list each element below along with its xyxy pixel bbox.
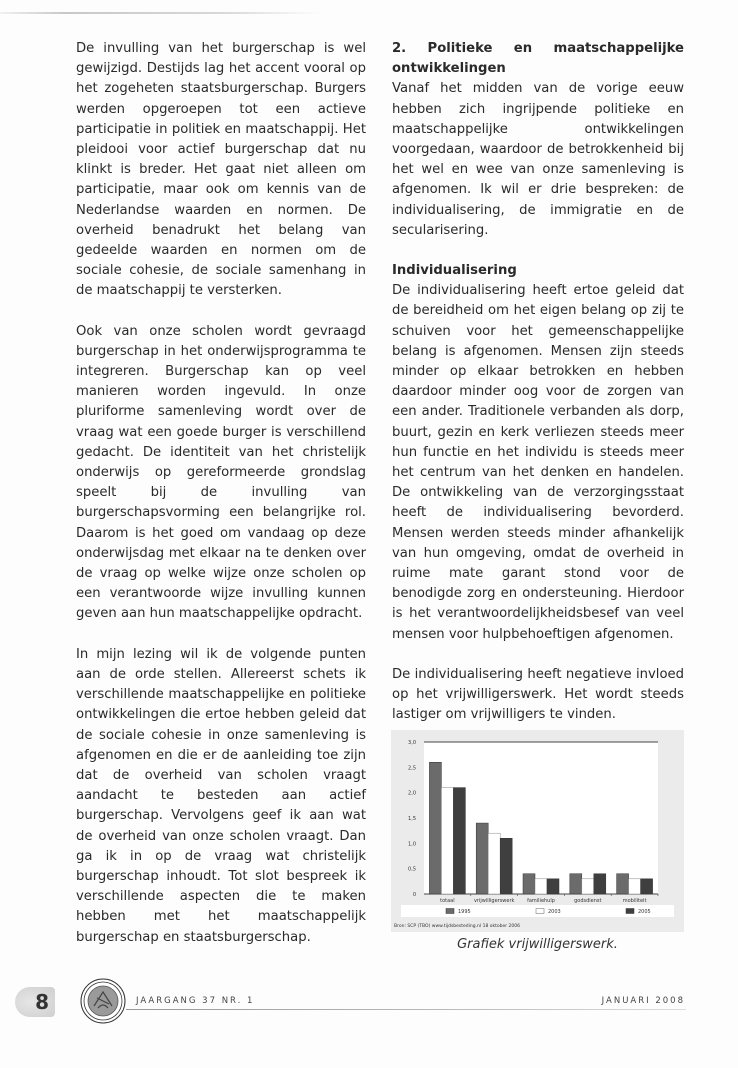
y-tick-label: 1,5 <box>408 816 416 822</box>
legend-swatch-2005 <box>626 909 634 914</box>
bar-1995-mobiliteit <box>617 874 629 894</box>
chart-caption: Grafiek vrijwilligerswerk. <box>457 937 618 952</box>
right-column <box>392 39 684 746</box>
paragraph: De individualisering heeft negatieve invloed op het vrijwilligerswerk. Het wordt steeds lastiger om vrijwilligers te vinden. <box>392 666 684 723</box>
bar-2005-mobiliteit <box>641 879 653 894</box>
legend-label: 2005 <box>638 909 651 915</box>
bar-2005-godsdienst <box>594 874 606 894</box>
journal-issue: JAARGANG 37 NR. 1 <box>136 996 255 1006</box>
paragraph: Ook van onze scholen wordt gevraagd burgerschap in het onderwijsprogramma te integreren. Burgerschap kan op veel manieren worden ingevuld. In onze pluriforme samenleving wordt over de vraag wat een goede burger is verschillend gedacht. De identiteit van het christelijk onderwijs op gereformeerde grondslag speelt bij de invulling van burgerschapsvorming een belangrijke rol. Daarom is het goed om vandaag op deze onderwijsdag met elkaar na te denken over de vraag op welke wijze onze scholen op een verantwoorde wijze invulling kunnen geven aan hun maatschappelijke opdracht. <box>76 323 366 622</box>
chart-source: Bron: SCP (TBO) www.tijdsbesteding.nl 18 oktober 2006 <box>394 924 520 929</box>
bar-2003-familiehulp <box>535 879 547 894</box>
bar-1995-vrijwilligerswerk <box>476 823 488 894</box>
x-tick-label: totaal <box>440 898 455 904</box>
bar-1995-familiehulp <box>523 874 535 894</box>
legend-label: 2003 <box>548 909 561 915</box>
y-tick-label: 3,0 <box>408 740 416 746</box>
y-tick-label: 2,5 <box>408 765 416 772</box>
y-tick-label: 1,0 <box>408 841 416 848</box>
bar-2003-vrijwilligerswerk <box>488 833 500 894</box>
legend-swatch-2003 <box>536 909 544 914</box>
section-heading: 2. Politieke en maatschappelijke ontwikkelingen <box>392 41 684 77</box>
left-column <box>76 39 366 968</box>
paragraph: Vanaf het midden van de vorige eeuw hebben zich ingrijpende politieke en maatschappelijke ontwikkelingen voorgedaan, waardoor de betrokkenheid bij het wel en wee van onze samenleving is afgenomen. Ik wil er drie bespreken: de individualisering, de immigratie en de secularisering. <box>392 81 684 238</box>
top-rule <box>0 12 320 14</box>
page-number: 8 <box>15 987 55 1017</box>
x-tick-label: godsdienst <box>574 898 602 904</box>
bar-chart <box>391 730 684 932</box>
bar-1995-godsdienst <box>570 874 582 894</box>
bar-2003-mobiliteit <box>629 879 641 894</box>
legend-label: 1995 <box>458 909 471 915</box>
x-tick-label: mobiliteit <box>622 898 647 904</box>
legend-swatch-1995 <box>446 909 454 914</box>
paragraph: In mijn lezing wil ik de volgende punten aan de orde stellen. Allereerst schets ik verschillende maatschappelijke en politieke ontwikkelingen die ertoe hebben geleid dat de sociale cohesie in onze samenleving is afgenomen en die er de aanleiding toe zijn dat de overheid van scholen vraagt aandacht te besteden aan actief burgerschap. Vervolgens geef ik aan wat de overheid van onze scholen vraagt. Dan ga ik in op de vraag wat christelijk burgerschap inhoudt. Tot slot bespreek ik verschillende aspecten die te maken hebben met het maatschappelijk burgerschap en staatsburgerschap. <box>76 646 366 945</box>
issue-date: JANUARI 2008 <box>601 996 685 1006</box>
paragraph: De individualisering heeft ertoe geleid dat de bereidheid om het eigen belang op zij te schuiven voor het gemeenschappelijke belang is afgenomen. Mensen zijn steeds minder op elkaar betrokken en hebben daardoor minder oog voor de zorgen van een ander. Traditionele verbanden als dorp, buurt, gezin en kerk verliezen steeds meer hun functie en het individu is steeds meer het centrum van het denken en handelen. De ontwikkeling van de verzorgingsstaat heeft de individualisering bevorderd. Mensen werden steeds minder afhankelijk van hun omgeving, omdat de overheid in ruime mate garant stond voor de benodigde zorg en ondersteuning. Hierdoor is het verantwoordelijkheidsbesef van veel mensen voor hulpbehoeftigen afgenomen. <box>392 283 684 642</box>
seal-emblem-icon <box>80 978 126 1024</box>
subheading: Individualisering <box>392 263 517 279</box>
x-tick-label: vrijwilligerswerk <box>473 898 515 904</box>
bar-2003-totaal <box>441 788 453 894</box>
y-tick-label: 0,5 <box>408 866 416 873</box>
y-tick-label: 0 <box>412 892 416 898</box>
bar-1995-totaal <box>429 762 441 894</box>
footer-rule <box>126 1009 686 1010</box>
bar-2005-vrijwilligerswerk <box>500 838 512 894</box>
bar-2005-familiehulp <box>547 879 559 894</box>
bar-2005-totaal <box>453 788 465 894</box>
bar-2003-godsdienst <box>582 879 594 894</box>
paragraph: De invulling van het burgerschap is wel gewijzigd. Destijds lag het accent vooral op het zogeheten staatsburgerschap. Burgers werden opgeroepen tot een actieve participatie in politiek en maatschappij. Het pleidooi voor actief burgerschap dat nu klinkt is breder. Het gaat niet alleen om participatie, maar ook om kennis van de Nederlandse waarden en normen. De overheid benadrukt het belang van gedeelde waarden en normen om de sociale cohesie, de sociale samenhang in de maatschappij te versterken. <box>76 41 366 299</box>
chart-figure <box>391 730 684 932</box>
x-tick-label: familiehulp <box>527 898 555 904</box>
y-tick-label: 2,0 <box>408 790 416 797</box>
